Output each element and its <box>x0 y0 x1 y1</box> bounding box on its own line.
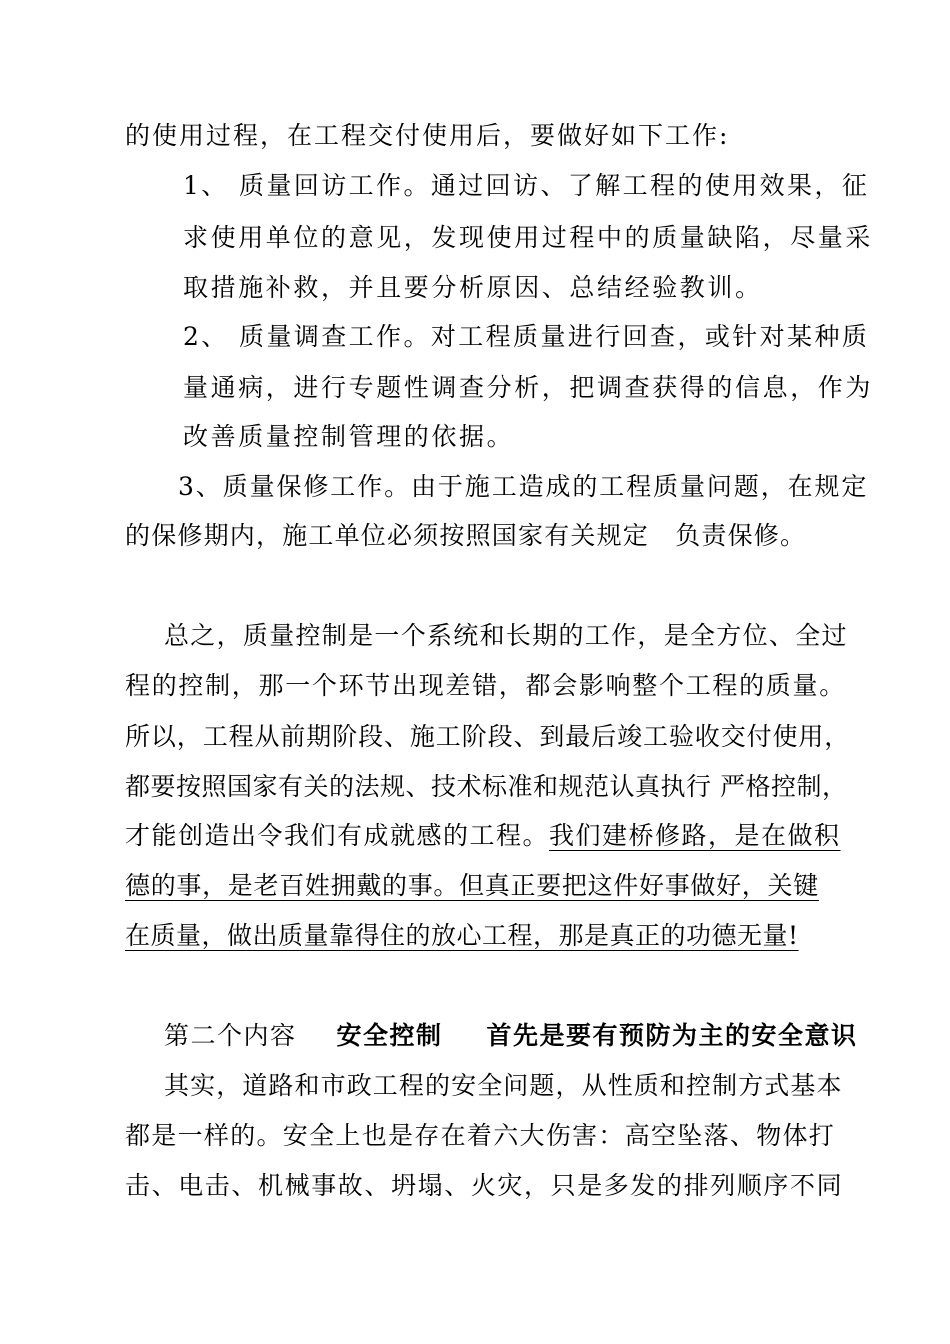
underlined-text: 我们建桥修路，是在做积 <box>549 821 841 850</box>
list-item-1-line-2: 求使用单位的意见，发现使用过程中的质量缺陷，尽量采 <box>183 223 874 252</box>
section-body-line-3: 击、电击、机械事故、坍塌、火灾，只是多发的排列顺序不同 <box>125 1171 844 1200</box>
underlined-line-3: 在质量，做出质量靠得住的放心工程，那是真正的功德无量! <box>125 921 799 950</box>
section-heading <box>164 1020 858 1052</box>
section-body-line-1: 其实，道路和市政工程的安全问题，从性质和控制方式基本 <box>164 1071 843 1100</box>
list-item-3-line-1: 3、质量保修工作。由于施工造成的工程质量问题，在规定 <box>178 472 869 501</box>
summary-line-1: 总之，质量控制是一个系统和长期的工作，是全方位、全过 <box>164 621 848 650</box>
list-item-3-line-2: 的保修期内，施工单位必须按照国家有关规定 负责保修。 <box>125 521 807 550</box>
section-title: 安全控制 <box>336 1021 443 1050</box>
summary-line-5-text: 才能创造出令我们有成就感的工程。 <box>125 821 550 850</box>
section-number: 第二个内容 <box>164 1021 297 1050</box>
list-item-2-line-1: 2、 质量调查工作。对工程质量进行回查，或针对某种质 <box>183 322 870 351</box>
section-body-line-2: 都是一样的。安全上也是存在着六大伤害：高空坠落、物体打 <box>125 1121 836 1150</box>
summary-line-3: 所以，工程从前期阶段、施工阶段、到最后竣工验收交付使用， <box>125 722 851 751</box>
text-line: 的使用过程，在工程交付使用后，要做好如下工作: <box>125 121 730 150</box>
list-item-1-line-3: 取措施补救，并且要分析原因、总结经验教训。 <box>183 273 763 302</box>
list-item-2-line-2: 量通病，进行专题性调查分析，把调查获得的信息，作为 <box>183 373 874 402</box>
summary-line-2: 程的控制，那一个环节出现差错，都会影响整个工程的质量。 <box>125 671 846 700</box>
summary-line-4: 都要按照国家有关的法规、技术标准和规范认真执行 严格控制， <box>125 772 848 801</box>
section-subtitle: 首先是要有预防为主的安全意识 <box>486 1021 858 1050</box>
summary-line-5 <box>125 820 841 852</box>
list-item-1-line-1: 1、 质量回访工作。通过回访、了解工程的使用效果，征 <box>183 171 870 200</box>
underlined-line-2: 德的事，是老百姓拥戴的事。但真正要把这件好事做好，关键 <box>125 871 819 900</box>
list-item-2-line-3: 改善质量控制管理的依据。 <box>183 422 515 451</box>
